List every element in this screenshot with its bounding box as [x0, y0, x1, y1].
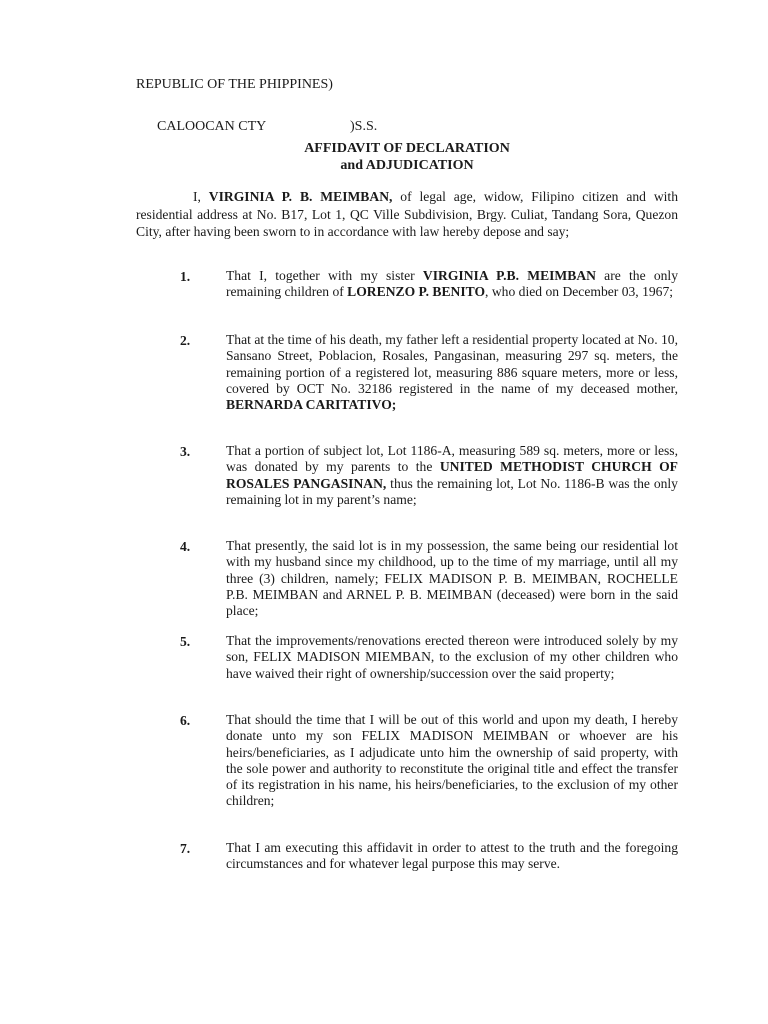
title-line-2: and ADJUDICATION: [340, 158, 474, 173]
statement-text: [226, 633, 678, 682]
statement-text-run: are the only remaining children of: [226, 268, 678, 300]
document-title: [136, 140, 678, 174]
statement-text-run: That at the time of his death, my father left a residential property located at No. 10, Sansano Street, Poblacion, Rosales, Pangasinan, measuring 297 sq. meters, the remaining portion of a registered lot, measuring 886 square meters, more or less, covered by OCT No. 32186 registered in the name of my deceased mother,: [226, 332, 678, 396]
statement-bold-text: VIRGINIA P.B. MEIMBAN: [422, 268, 596, 283]
venue-city: CALOOCAN CTY: [157, 119, 267, 134]
statement-number: 1.: [180, 269, 191, 284]
intro-paragraph: [136, 188, 678, 241]
statement-bold-text: LORENZO P. BENITO: [347, 284, 486, 300]
statement-number: 4.: [180, 539, 191, 554]
statement-text: [226, 538, 678, 619]
venue-ss: )S.S.: [350, 119, 378, 134]
statement-bold-text: BERNARDA CARITATIVO;: [226, 397, 397, 413]
statement-text-run: That a portion of subject lot, Lot 1186-A, measuring 589 sq. meters, more or less, was donated by my parents to the: [226, 443, 678, 475]
statement-text: [226, 443, 678, 508]
statement-bold-text: UNITED METHODIST CHURCH OF ROSALES PANGASINAN,: [226, 459, 678, 491]
statement-text-run: That presently, the said lot is in my possession, the same being our residential lot with my husband since my childhood, up to the time of my marriage, until all my three (3) children, namely; FELIX MADISON P. B. MEIMBAN, ROCHELLE P.B. MEIMBAN and ARNEL P. B. MEIMBAN (deceased) were born in the said place;: [226, 538, 678, 619]
statement-number: 7.: [180, 841, 191, 856]
statement-number: 6.: [180, 713, 191, 728]
statement-number: 3.: [180, 444, 191, 459]
statement-text: [226, 332, 678, 413]
statement-number: 5.: [180, 634, 191, 649]
statement-number: 2.: [180, 333, 191, 348]
statement-text-run: , who died on December 03, 1967;: [485, 284, 674, 300]
title-line-1: AFFIDAVIT OF DECLARATION: [304, 141, 510, 156]
statement-text-run: That I am executing this affidavit in order to attest to the truth and the foregoing circumstances and for whatever legal purpose this may serve.: [226, 840, 678, 872]
statement-text: [226, 712, 678, 810]
intro-prefix: I,: [193, 189, 209, 204]
statement-text-run: That I, together with my sister: [226, 268, 423, 283]
intro-text: of legal age, widow, Filipino citizen and with residential address at No. B17, Lot 1, QC Ville Subdivision, Brgy. Culiat, Tandang Sora, Quezon City, after having been sworn to in accordance with law hereby depose and say;: [136, 189, 678, 239]
venue-country: REPUBLIC OF THE PHIPPINES): [136, 77, 333, 92]
statement-text-run: thus the remaining lot, Lot No. 1186-B was the only remaining lot in my parent’s name;: [226, 475, 678, 507]
statement-text-run: That should the time that I will be out of this world and upon my death, I hereby donate unto my son FELIX MADISON MEIMBAN or whoever are his heirs/beneficiaries, as I adjudicate unto him the ownership of said property, with the sole power and authority to reconstitute the original title and effect the transfer of its registration in his name, his heirs/beneficiaries, to the exclusion of my other children;: [226, 712, 678, 809]
statement-text: [226, 268, 678, 301]
affiant-name: VIRGINIA P. B. MEIMBAN,: [208, 189, 393, 204]
statement-text-run: That the improvements/renovations erected thereon were introduced solely by my son, FELIX MADISON MIEMBAN, to the exclusion of my other children who have waived their right of ownership/succession over the said property;: [226, 633, 678, 681]
statement-text: [226, 840, 678, 873]
